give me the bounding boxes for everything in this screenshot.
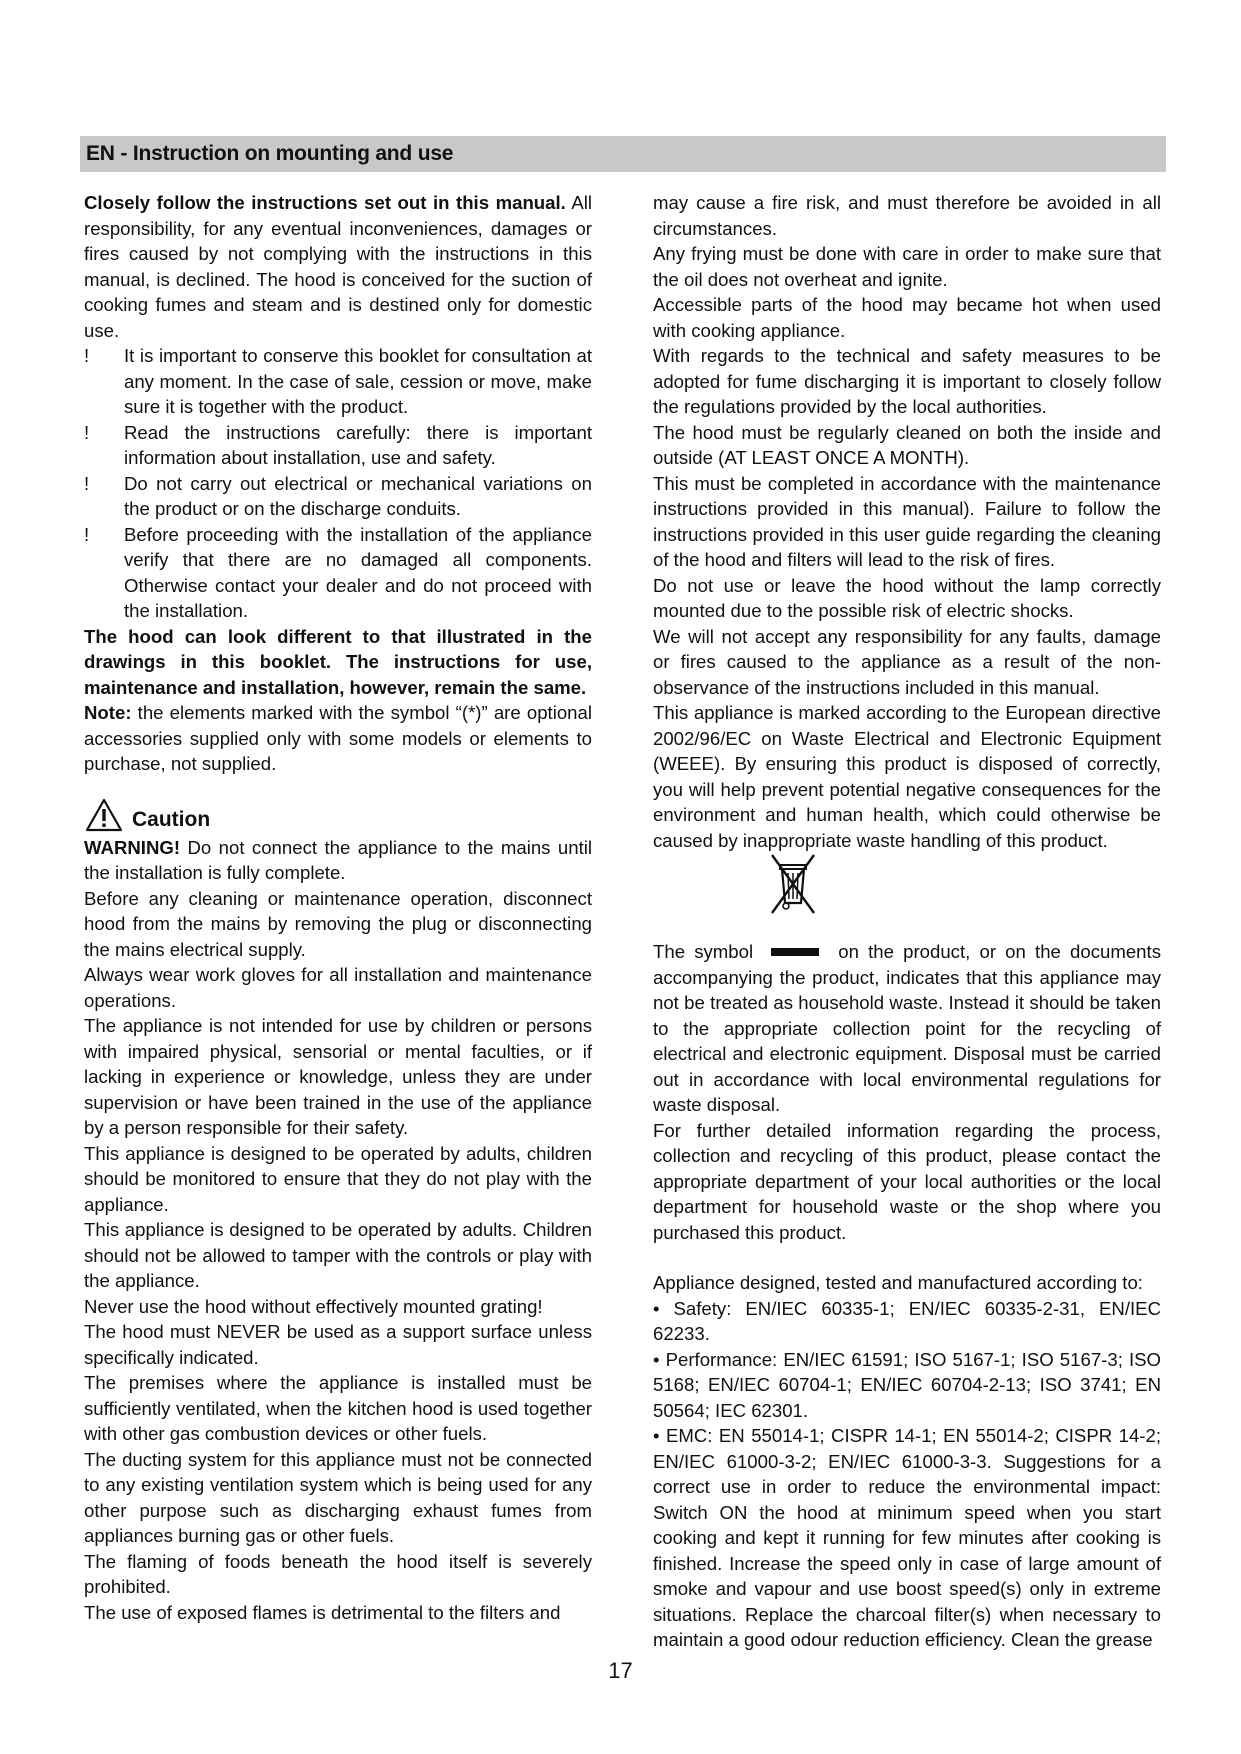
warning-triangle-icon — [84, 797, 124, 833]
left-column — [84, 190, 592, 1625]
intro-paragraph — [84, 190, 592, 343]
bullet-item: ! Do not carry out electrical or mechanical variations on the product or on the discharge conduits. — [84, 472, 592, 519]
intro-text: All responsibility, for any eventual inconveniences, damages or fires caused by not complying with the instructions in this manual, is declined. The hood is conceived for the suction of cooking fumes and steam and is destined only for domestic use. — [84, 192, 592, 341]
standards-item: • Performance: EN/IEC 61591; ISO 5167-1; ISO 5167-3; ISO 5168; EN/IEC 60704-1; EN/IEC 60704-2-13; ISO 3741; EN 50564; IEC 62301. — [653, 1348, 1161, 1421]
exclamation-mark: ! — [84, 345, 90, 366]
caution-heading — [84, 791, 592, 833]
intro-bold-text: Closely follow the instructions set out in this manual. — [84, 192, 566, 213]
safety-paragraph: Do not use or leave the hood without the lamp correctly mounted due to the possible risk of electric shocks. — [653, 574, 1161, 621]
exclamation-mark: ! — [84, 472, 90, 494]
right-column — [653, 190, 1161, 1653]
bullet-item: ! Before proceeding with the installation of the appliance verify that there are no damaged all components. Otherwise contact your dealer and do not proceed with the installation. — [84, 523, 592, 621]
safety-paragraph: The flaming of foods beneath the hood itself is severely prohibited. — [84, 1550, 592, 1597]
safety-paragraph: The premises where the appliance is installed must be sufficiently ventilated, when the kitchen hood is used together with other gas combustion devices or other fuels. — [84, 1372, 592, 1444]
page-number: 17 — [608, 1658, 633, 1683]
standards-intro: Appliance designed, tested and manufactured according to: — [653, 1272, 1143, 1293]
safety-paragraph: With regards to the technical and safety measures to be adopted for fume discharging it is important to closely follow the regulations provided by the local authorities. — [653, 345, 1161, 417]
bullet-item: ! Read the instructions carefully: there is important information about installation, use and safety. — [84, 421, 592, 468]
bullet-item: ! It is important to conserve this booklet for consultation at any moment. In the case of sale, cession or move, make sure it is together with the product. — [84, 345, 592, 417]
safety-paragraph: Before any cleaning or maintenance operation, disconnect hood from the mains by removing the plug or disconnecting the mains electrical supply. — [84, 887, 592, 960]
appearance-note: The hood can look different to that illustrated in the drawings in this booklet. The instructions for use, maintenance and installation, however, remain the same. — [84, 625, 592, 698]
safety-paragraph: This appliance is designed to be operated by adults. Children should not be allowed to tamper with the controls or play with the appliance. — [84, 1219, 592, 1291]
exclamation-mark: ! — [84, 523, 90, 545]
safety-paragraph: Accessible parts of the hood may became hot when used with cooking appliance. — [653, 294, 1161, 341]
symbol-paragraph: The symbol on the product, or on the documents accompanying the product, indicates that this appliance may not be treated as household waste. Instead it should be taken to the appropriate collection point for the recycling of electrical and electronic equipment. Disposal must be carried out in accordance with local environmental regulations for waste disposal. — [653, 941, 1161, 1115]
safety-paragraph: The ducting system for this appliance must not be connected to any existing ventilation system which is being used for any other purpose such as discharging exhaust fumes from appliances burning gas or other fuels. — [84, 1448, 592, 1546]
warning-paragraph: WARNING! Do not connect the appliance to the mains until the installation is fully complete. — [84, 836, 592, 883]
note-paragraph: Note: the elements marked with the symbol “(*)” are optional accessories supplied only with some models or elements to purchase, not supplied. — [84, 702, 592, 774]
standards-item: • EMC: EN 55014-1; CISPR 14-1; EN 55014-2; CISPR 14-2; EN/IEC 61000-3-2; EN/IEC 61000-3-3. Suggestions for a correct use in order to reduce the environmental impact: Switch ON the hood at minimum speed when you start cooking and kept it running for few minutes after cooking is finished. Increase the speed only in case of large amount of smoke and vapour and use boost speed(s) only in extreme situations. Replace the charcoal filter(s) when necessary to maintain a good odour reduction efficiency. Clean the grease — [653, 1425, 1161, 1650]
safety-paragraph: Any frying must be done with care in order to make sure that the oil does not overheat and ignite. — [653, 243, 1161, 290]
safety-paragraph: The hood must be regularly cleaned on both the inside and outside (AT LEAST ONCE A MONTH). — [653, 421, 1161, 468]
safety-paragraph: Always wear work gloves for all installation and maintenance operations. — [84, 964, 592, 1011]
safety-paragraph: We will not accept any responsibility for any faults, damage or fires caused to the appliance as a result of the non-observance of the instructions included in this manual. — [653, 625, 1161, 698]
safety-paragraph: The use of exposed flames is detrimental to the filters and — [84, 1601, 561, 1623]
standards-item: • Safety: EN/IEC 60335-1; EN/IEC 60335-2-31, EN/IEC 62233. — [653, 1297, 1161, 1344]
crossed-bin-icon — [766, 853, 820, 915]
safety-paragraph: may cause a fire risk, and must therefore be avoided in all circumstances. — [653, 192, 1161, 239]
section-title: EN - Instruction on mounting and use — [86, 142, 454, 165]
exclamation-mark: ! — [84, 421, 90, 443]
solid-bar-symbol — [771, 948, 819, 956]
section-header-bar — [80, 136, 1166, 172]
safety-paragraph: The appliance is not intended for use by children or persons with impaired physical, sensorial or mental faculties, or if lacking in experience or knowledge, unless they are under supervision or have been trained in the use of the appliance by a person responsible for their safety. — [84, 1015, 592, 1138]
weee-symbol-area — [653, 853, 1161, 939]
warning-label: WARNING! — [84, 836, 181, 858]
safety-paragraph: The hood must NEVER be used as a support surface unless specifically indicated. — [84, 1321, 592, 1368]
safety-paragraph: This must be completed in accordance with the maintenance instructions provided in this manual). Failure to follow the instructions provided in this user guide regarding the cleaning of the hood and filters will lead to the risk of fires. — [653, 472, 1161, 570]
further-info-paragraph: For further detailed information regarding the process, collection and recycling of this product, please contact the appropriate department of your local authorities or the local department for household waste or the shop where you purchased this product. — [653, 1119, 1161, 1243]
safety-paragraph: This appliance is designed to be operated by adults, children should be monitored to ensure that they do not play with the appliance. — [84, 1142, 592, 1215]
safety-paragraph: Never use the hood without effectively mounted grating! — [84, 1295, 543, 1317]
note-label: Note: — [84, 702, 132, 723]
caution-title: Caution — [132, 807, 211, 831]
weee-paragraph: This appliance is marked according to the European directive 2002/96/EC on Waste Electrical and Electronic Equipment (WEEE). By ensuring this product is disposed of correctly, you will help prevent potential negative consequences for the environment and human health, which could otherwise be caused by inappropriate waste handling of this product. — [653, 702, 1161, 851]
